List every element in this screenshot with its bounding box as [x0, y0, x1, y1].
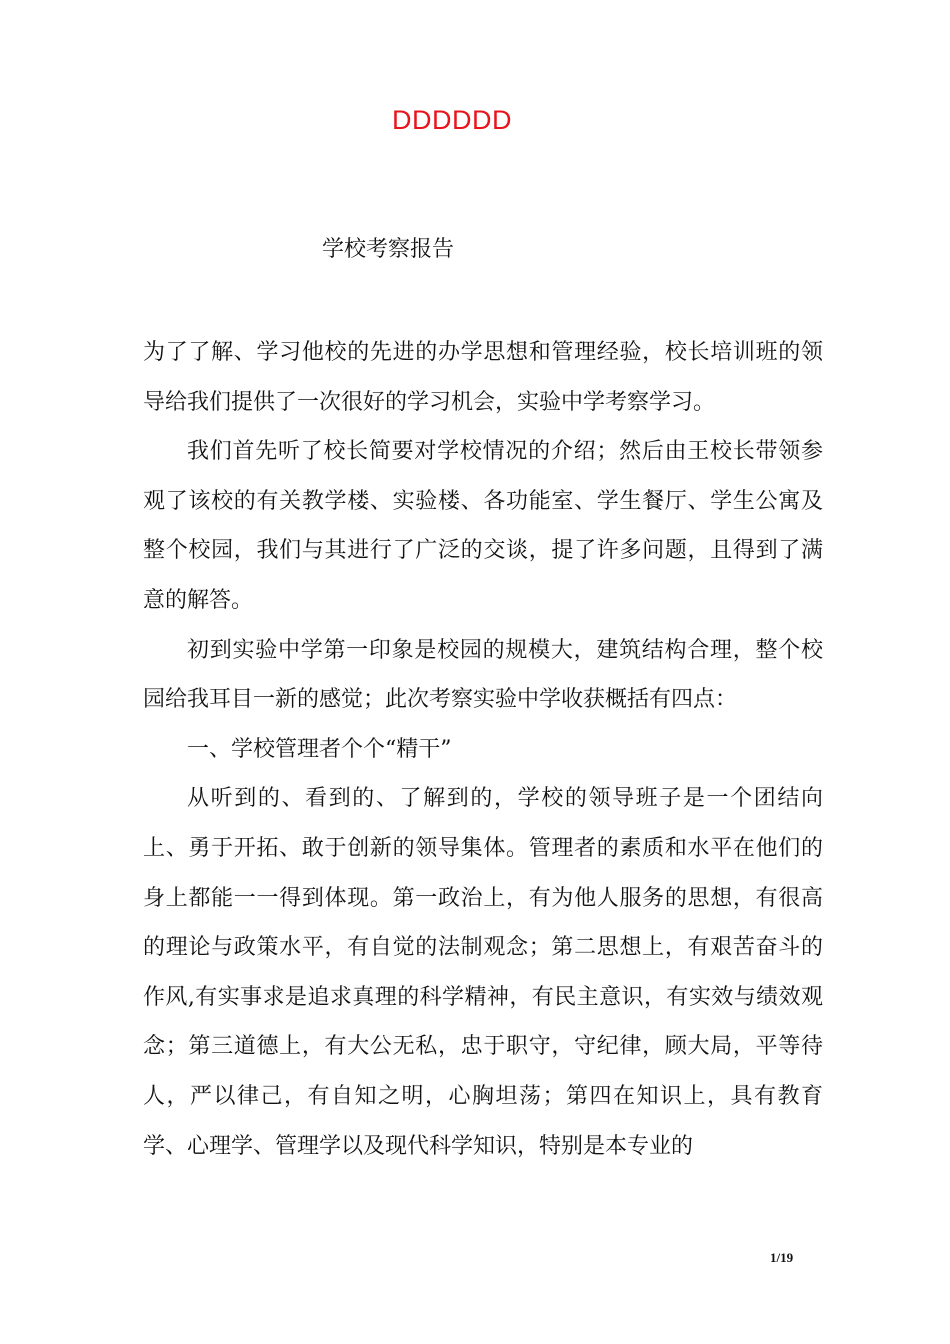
- paragraph-impression: 初到实验中学第一印象是校园的规模大，建筑结构合理，整个校园给我耳目一新的感觉；此次考察实验中学收获概括有四点：: [143, 637, 823, 713]
- paragraph-management: 从听到的、看到的、了解到的，学校的领导班子是一个团结向上、勇于开拓、敢于创新的领导集体。管理者的素质和水平在他们的身上都能一一得到体现。第一政治上，有为他人服务的思想，有很高的理论与政策水平，有自觉的法制观念；第二思想上，有艰苦奋斗的作风,有实事求是追求真理的科学精神，有民主意识，有实效与绩效观念；第三道德上，有大公无私，忠于职守，守纪律，顾大局，平等待人，严以律己，有自知之明，心胸坦荡；第四在知识上，具有教育学、心理学、管理学以及现代科学知识，特别是本专业的: [143, 786, 823, 1159]
- paragraph-visit: 我们首先听了校长简要对学校情况的介绍；然后由王校长带领参观了该校的有关教学楼、实验楼、各功能室、学生餐厅、学生公寓及整个校园，我们与其进行了广泛的交谈，提了许多问题，且得到了满意的解答。: [143, 439, 823, 613]
- page-number: 1/19: [770, 1250, 794, 1265]
- header-mark: DDDDDD: [392, 105, 512, 135]
- section-heading-1: 一、学校管理者个个“精干”: [187, 736, 452, 762]
- paragraph-intro: 为了了解、学习他校的先进的办学思想和管理经验，校长培训班的领导给我们提供了一次很好的学习机会，实验中学考察学习。: [143, 340, 823, 415]
- document-body: [143, 328, 823, 1171]
- document-title: 学校考察报告: [322, 237, 455, 262]
